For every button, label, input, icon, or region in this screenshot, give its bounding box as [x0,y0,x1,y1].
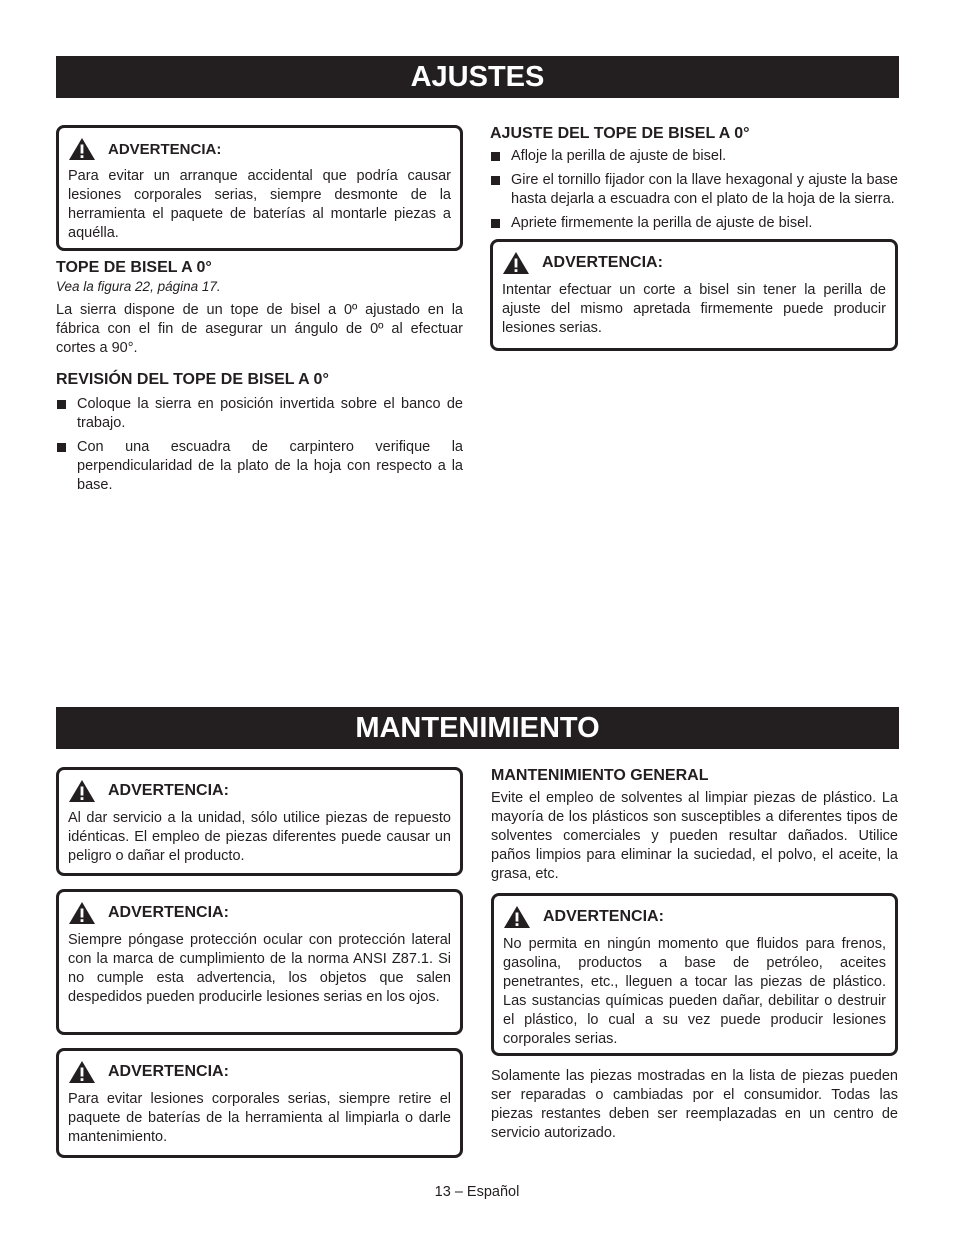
warning-text: Para evitar lesiones corporales serias, siempre retire el paquete de baterías de la herramienta al limpiarla o darle mantenimiento. [68,1091,451,1145]
warning-triangle-icon [68,137,96,161]
square-bullet [491,152,500,161]
ajustes-right-column [490,125,898,351]
section-banner-ajustes: AJUSTES [56,56,899,98]
warning-title: ADVERTENCIA: [543,908,664,925]
warning-box [490,239,898,351]
paragraph: Solamente las piezas mostradas en la lista de piezas pueden ser reparadas o cambiadas por el consumidor. Todas las piezas restantes deben ser reemplazadas en un centro de servicio autorizado. [491,1068,898,1141]
list-item: Gire el tornillo fijador con la llave hexagonal y ajuste la base hasta dejarla a escuadra con el plato de la hoja de la sierra. [490,171,898,209]
warning-text: No permita en ningún momento que fluidos para frenos, gasolina, productos a base de petróleo, aceites penetrantes, etc., lleguen a tocar las piezas de plástico. Las sustancias químicas pueden dañar, debilitar o destruir el plástico, lo cual a su vez puede producir lesiones corporales serias. [503,936,886,1047]
warning-triangle-icon [68,1060,96,1084]
warning-box [56,1048,463,1158]
warning-triangle-icon [503,905,531,929]
warning-title: ADVERTENCIA: [108,782,229,799]
page-footer: 13 – Español [434,1184,520,1200]
warning-triangle-icon [68,779,96,803]
warning-box [491,893,898,1056]
warning-text: Para evitar un arranque accidental que podría causar lesiones corporales serias, siempre desmonte de la herramienta el paquete de baterías al montarle piezas a aquélla. [68,168,451,241]
paragraph: Evite el empleo de solventes al limpiar piezas de plástico. La mayoría de los plásticos son susceptibles a diferentes tipos de solventes comerciales y pueden resultar dañados. Utilice paños limpios para eliminar la suciedad, el polvo, el aceite, la grasa, etc. [491,790,898,882]
bullet-list [490,147,898,233]
warning-title: ADVERTENCIA: [108,1063,229,1080]
warning-title: ADVERTENCIA: [108,140,222,158]
warning-triangle-icon [68,901,96,925]
square-bullet [57,400,66,409]
square-bullet [491,176,500,185]
list-item: Afloje la perilla de ajuste de bisel. [490,147,898,166]
mantenimiento-left-column [56,767,463,1158]
square-bullet [491,219,500,228]
warning-triangle-icon [502,251,530,275]
warning-text: Intentar efectuar un corte a bisel sin tener la perilla de ajuste del mismo apretada firmemente puede producir lesiones serias. [502,282,886,336]
bullet-list [56,395,463,495]
list-item: Apriete firmemente la perilla de ajuste de bisel. [490,214,898,233]
section-heading: MANTENIMIENTO GENERAL [491,767,709,784]
list-item: Con una escuadra de carpintero verifique la perpendicularidad de la plato de la hoja con respecto a la base. [56,438,463,495]
warning-box [56,889,463,1035]
figure-reference: Vea la figura 22, página 17. [56,279,221,294]
mantenimiento-right-column [491,767,898,1143]
warning-text: Al dar servicio a la unidad, sólo utilice piezas de repuesto idénticas. El empleo de piezas diferentes puede causar un peligro o dañar el producto. [68,810,451,864]
list-item: Coloque la sierra en posición invertida sobre el banco de trabajo. [56,395,463,433]
warning-box [56,125,463,251]
warning-title: ADVERTENCIA: [542,254,663,271]
section-heading: REVISIÓN DEL TOPE DE BISEL A 0° [56,371,329,388]
paragraph: La sierra dispone de un tope de bisel a 0º ajustado en la fábrica con el fin de asegurar un ángulo de 0º al efectuar cortes a 90°. [56,302,463,356]
section-banner-mantenimiento: MANTENIMIENTO [56,707,899,749]
ajustes-left-column [56,125,463,500]
warning-box [56,767,463,876]
warning-text: Siempre póngase protección ocular con protección lateral con la marca de cumplimiento de la norma ANSI Z87.1. Si no cumple esta advertencia, los objetos que salen despedidos pueden producirle lesiones serias en los ojos. [68,932,451,1005]
square-bullet [57,443,66,452]
section-heading: AJUSTE DEL TOPE DE BISEL A 0° [490,125,750,142]
warning-title: ADVERTENCIA: [108,904,229,921]
section-heading: TOPE DE BISEL A 0° [56,259,212,276]
